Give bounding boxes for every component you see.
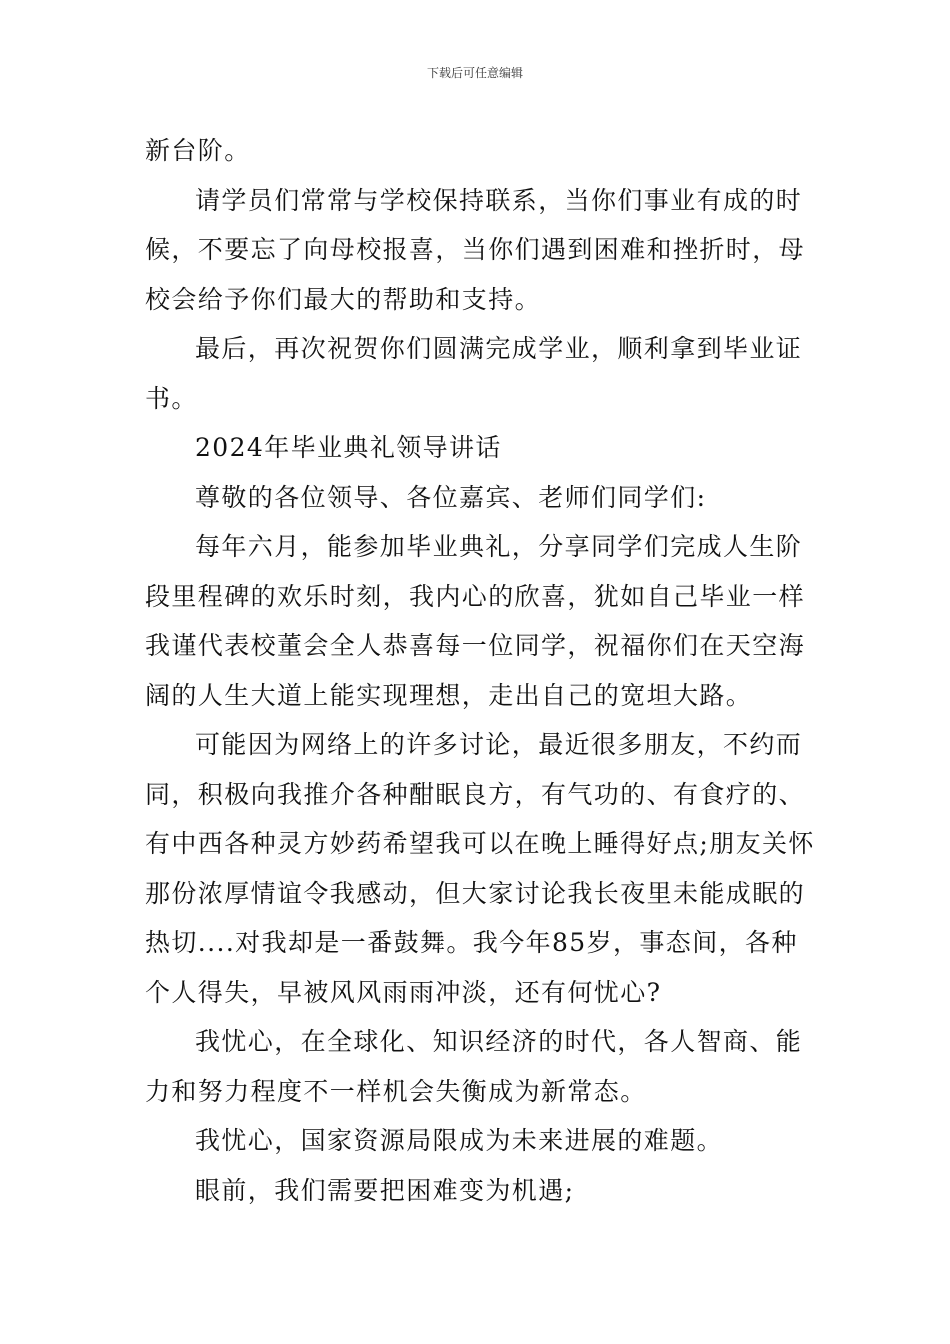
- text-line: 校会给予你们最大的帮助和支持。: [145, 284, 542, 314]
- document-body: [145, 126, 815, 1215]
- text-line: 热切....对我却是一番鼓舞。我今年85岁，事态间，各种: [145, 928, 798, 957]
- text-line: 最后，再次祝贺你们圆满完成学业，顺利拿到毕业证: [195, 334, 803, 363]
- text-line: 眼前，我们需要把困难变为机遇;: [195, 1175, 575, 1205]
- text-line: 我忧心，国家资源局限成为未来进展的难题。: [195, 1126, 724, 1155]
- text-line: 书。: [145, 383, 198, 413]
- text-line: 新台阶。: [145, 136, 251, 165]
- text-line: 同，积极向我推介各种酣眠良方，有气功的、有食疗的、: [145, 779, 806, 809]
- text-line: 我谨代表校董会全人恭喜每一位同学，祝福你们在天空海: [145, 631, 806, 660]
- text-line: 我忧心，在全球化、知识经济的时代，各人智商、能: [195, 1027, 803, 1056]
- text-line: 可能因为网络上的许多讨论，最近很多朋友，不约而: [195, 730, 803, 759]
- text-line: 阔的人生大道上能实现理想，走出自己的宽坦大路。: [145, 680, 753, 710]
- text-line: 请学员们常常与学校保持联系，当你们事业有成的时: [195, 185, 803, 215]
- salutation: 尊敬的各位领导、各位嘉宾、老师们同学们:: [195, 482, 707, 512]
- text-line: 个人得失，早被风风雨雨冲淡，还有何忧心?: [145, 977, 662, 1007]
- text-line: 有中西各种灵方妙药希望我可以在晚上睡得好点;朋友关怀: [145, 829, 815, 858]
- text-line: 每年六月，能参加毕业典礼，分享同学们完成人生阶: [195, 532, 803, 561]
- text-line: 力和努力程度不一样机会失衡成为新常态。: [145, 1076, 647, 1106]
- text-line: 那份浓厚情谊令我感动，但大家讨论我长夜里未能成眠的: [145, 878, 806, 908]
- text-line: 候，不要忘了向母校报喜，当你们遇到困难和挫折时，母: [145, 235, 806, 264]
- page-header-note: 下载后可任意编辑: [426, 66, 523, 80]
- text-line: 段里程碑的欢乐时刻，我内心的欣喜，犹如自己毕业一样: [145, 581, 806, 611]
- section-title: 2024年毕业典礼领导讲话: [195, 433, 502, 462]
